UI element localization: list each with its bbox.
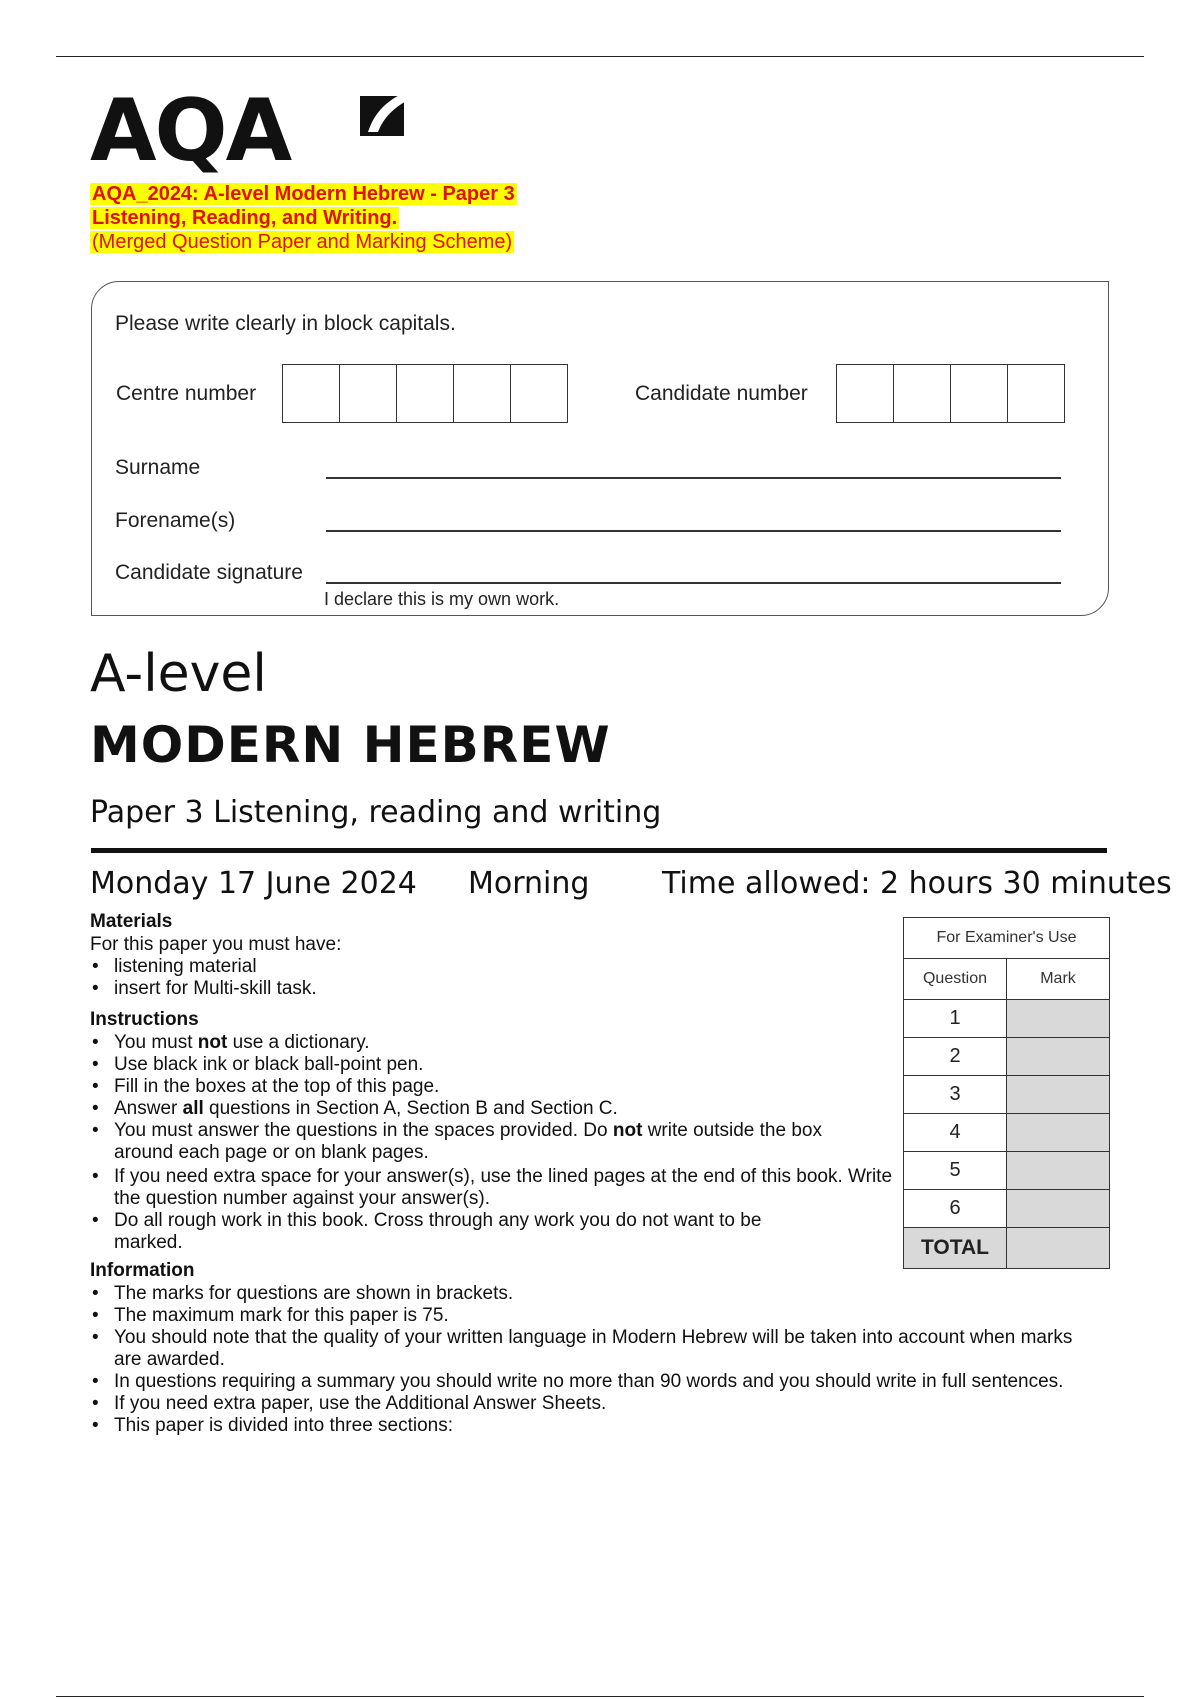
question-number: 6 (904, 1190, 1007, 1228)
subject-title: MODERN HEBREW (90, 716, 611, 774)
centre-number-boxes[interactable] (282, 364, 568, 423)
header-line-3: (Merged Question Paper and Marking Scheme) (92, 231, 513, 253)
table-row (904, 1152, 1110, 1190)
block-capitals-instruction: Please write clearly in block capitals. (115, 312, 456, 335)
table-row (904, 1114, 1110, 1152)
signature-label: Candidate signature (115, 561, 303, 584)
list-item: • This paper is divided into three sections: (90, 1415, 1120, 1437)
table-row (904, 1228, 1110, 1269)
centre-number-label: Centre number (116, 382, 257, 405)
logo-text: AQA (90, 81, 291, 181)
mark-cell (1007, 1114, 1110, 1152)
total-mark-cell (1007, 1228, 1110, 1269)
mark-cell (1007, 1000, 1110, 1038)
list-item: • In questions requiring a summary you should write no more than 90 words and you should write in full sentences. (90, 1371, 1120, 1393)
mark-cell (1007, 1190, 1110, 1228)
question-number: 5 (904, 1152, 1007, 1190)
exam-date: Monday 17 June 2024 (90, 866, 417, 901)
paper-title: Paper 3 Listening, reading and writing (90, 795, 662, 830)
signature-field[interactable] (326, 582, 1061, 584)
materials-heading: Materials (90, 911, 173, 932)
information-heading: Information (90, 1260, 195, 1281)
list-item: • You must not use a dictionary. (90, 1032, 890, 1054)
candidate-number-label: Candidate number (635, 382, 808, 405)
list-item: • Use black ink or black ball-point pen. (90, 1054, 890, 1076)
question-column-header: Question (904, 959, 1007, 1000)
header-line-2: Listening, Reading, and Writing. (92, 207, 398, 229)
materials-intro: For this paper you must have: (90, 934, 342, 955)
question-number: 2 (904, 1038, 1007, 1076)
candidate-number-boxes[interactable] (836, 364, 1065, 423)
information-list (90, 1283, 1120, 1437)
aqa-tick-icon (356, 88, 412, 144)
qualification-level: A-level (90, 644, 267, 704)
declaration-text: I declare this is my own work. (324, 589, 560, 609)
total-label: TOTAL (904, 1228, 1007, 1269)
materials-list (90, 956, 870, 1000)
title-divider (91, 848, 1107, 853)
question-number: 3 (904, 1076, 1007, 1114)
forenames-field[interactable] (326, 530, 1061, 532)
mark-cell (1007, 1038, 1110, 1076)
list-item: • If you need extra space for your answer(s), use the lined pages at the end of this book. Write the question number against your answer(s). (90, 1166, 914, 1210)
list-item: • Fill in the boxes at the top of this page. (90, 1076, 890, 1098)
examiners-use-table (903, 917, 1110, 1269)
examiners-use-title: For Examiner's Use (904, 918, 1110, 959)
list-item: • If you need extra paper, use the Additional Answer Sheets. (90, 1393, 1120, 1415)
list-item: • You must answer the questions in the spaces provided. Do not write outside the box around each page or on blank pages. (90, 1120, 839, 1164)
table-row (904, 1000, 1110, 1038)
list-item: • Do all rough work in this book. Cross through any work you do not want to be marked. (90, 1210, 834, 1254)
list-item: • You should note that the quality of your written language in Modern Hebrew will be taken into account when marks are awarded. (90, 1327, 1094, 1371)
top-rule (56, 56, 1144, 57)
surname-label: Surname (115, 456, 201, 479)
exam-session: Morning (468, 866, 590, 901)
mark-column-header: Mark (1007, 959, 1110, 1000)
candidate-details-box (91, 281, 1109, 616)
list-item: • listening material (90, 956, 870, 978)
header-line-1: AQA_2024: A-level Modern Hebrew - Paper 3 (92, 183, 515, 205)
list-item: • The maximum mark for this paper is 75. (90, 1305, 1120, 1327)
aqa-logo (90, 81, 291, 181)
mark-cell (1007, 1076, 1110, 1114)
forenames-label: Forename(s) (115, 509, 236, 532)
mark-cell (1007, 1152, 1110, 1190)
table-row (904, 1076, 1110, 1114)
surname-field[interactable] (326, 477, 1061, 479)
question-number: 4 (904, 1114, 1007, 1152)
instructions-heading: Instructions (90, 1009, 199, 1030)
bottom-rule (56, 1696, 1144, 1697)
instructions-list (90, 1032, 893, 1254)
table-row (904, 1038, 1110, 1076)
time-allowed: Time allowed: 2 hours 30 minutes (662, 866, 1172, 901)
list-item: • insert for Multi-skill task. (90, 978, 870, 1000)
list-item: • The marks for questions are shown in brackets. (90, 1283, 1120, 1305)
table-row (904, 1190, 1110, 1228)
list-item: • Answer all questions in Section A, Section B and Section C. (90, 1098, 890, 1120)
question-number: 1 (904, 1000, 1007, 1038)
